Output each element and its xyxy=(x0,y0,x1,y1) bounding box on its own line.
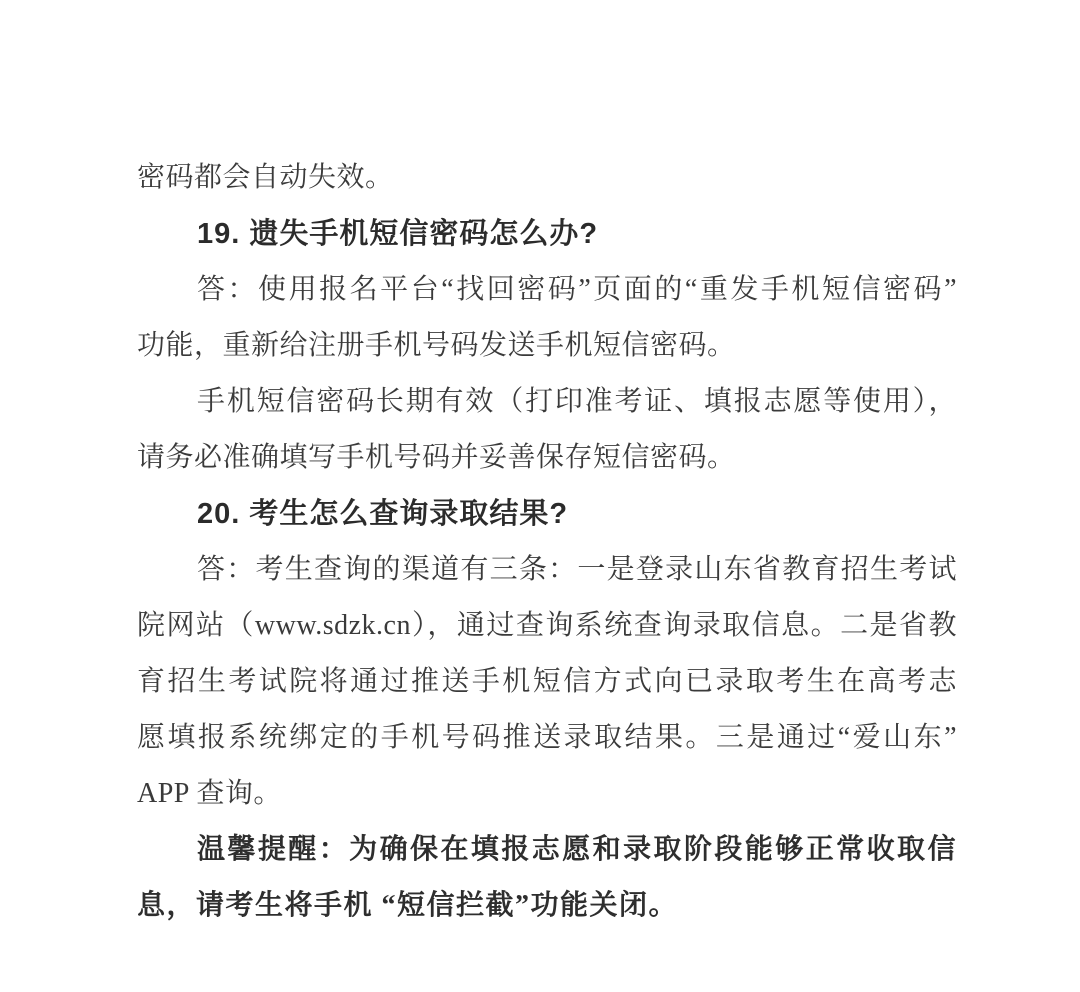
answer-19-line-1: 答：使用报名平台“找回密码”页面的“重发手机短信密码” xyxy=(197,274,957,305)
answer-20-line-5: APP 查询。 xyxy=(137,778,282,809)
question-19-heading: 19. 遗失手机短信密码怎么办? xyxy=(197,218,599,250)
answer-20-line-3: 育招生考试院将通过推送手机短信方式向已录取考生在高考志 xyxy=(137,666,957,697)
answer-20-line-2: 院网站（www.sdzk.cn），通过查询系统查询录取信息。二是省教 xyxy=(137,610,957,641)
question-20-heading: 20. 考生怎么查询录取结果? xyxy=(197,498,569,530)
answer-19-note-line-2: 请务必准确填写手机号码并妥善保存短信密码。 xyxy=(137,442,736,473)
answer-19-note-line-1: 手机短信密码长期有效（打印准考证、填报志愿等使用）， xyxy=(197,386,957,417)
answer-20-line-1: 答：考生查询的渠道有三条：一是登录山东省教育招生考试 xyxy=(197,554,957,585)
para-password-expiry-end: 密码都会自动失效。 xyxy=(137,162,394,193)
answer-20-line-4: 愿填报系统绑定的手机号码推送录取结果。三是通过“爱山东” xyxy=(137,722,957,753)
warm-reminder-line-1: 温馨提醒：为确保在填报志愿和录取阶段能够正常收取信 xyxy=(197,834,957,865)
answer-19-line-2: 功能，重新给注册手机号码发送手机短信密码。 xyxy=(137,330,736,361)
faq-text-column xyxy=(137,150,957,934)
warm-reminder-line-2: 息，请考生将手机 “短信拦截”功能关闭。 xyxy=(137,890,679,921)
